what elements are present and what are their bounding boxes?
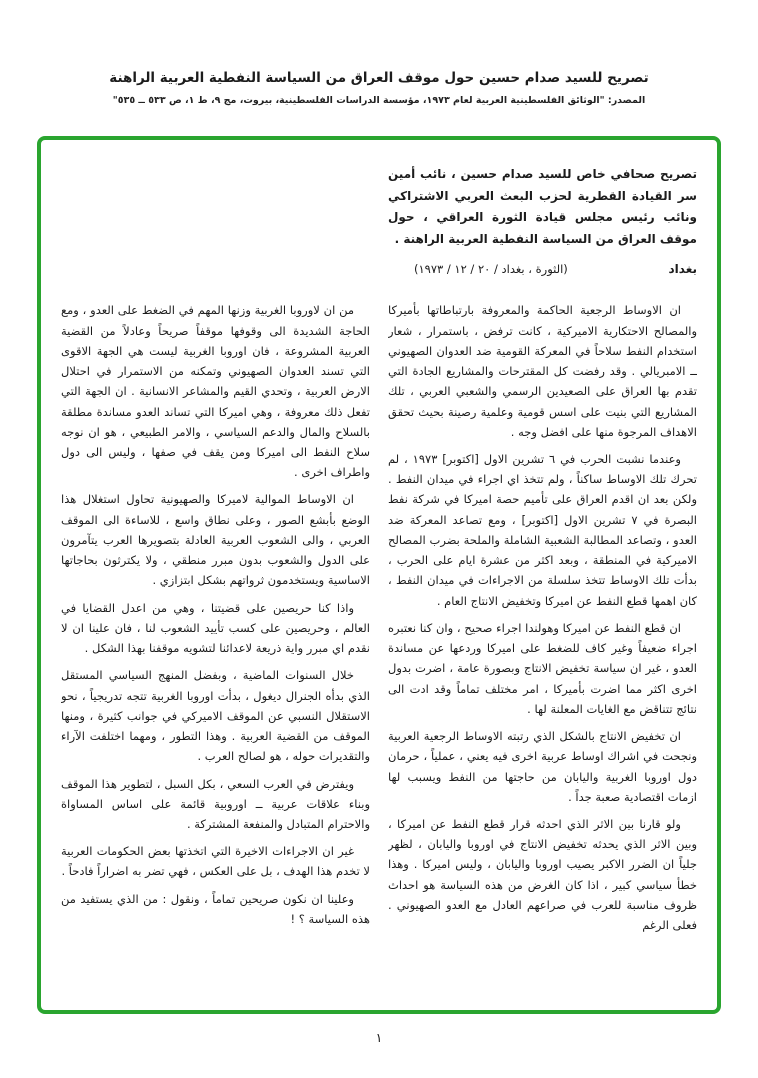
body-columns [61,300,697,942]
intro-paragraph: تصريح صحافي خاص للسيد صدام حسين ، نائب أمين سر القيادة القطرية لحزب البعث العربي الاشتراكي ونائب رئيس مجلس قيادة الثورة العراقي ، حول موقف العراق من السياسة النفطية العربية الراهنة . [388,167,697,246]
paragraph: وعندما نشبت الحرب في ٦ تشرين الاول [اكتوبر] ١٩٧٣ ، لم تحرك تلك الاوساط ساكناً ، ولم تتخذ اي اجراء في ميدان النفط . ولكن بعد ان اقدم العراق على تأميم حصة اميركا في شركة نفط البصرة في ٧ تشرين الاول [اكتوبر] ، ومع تصاعد المعركة ضد العدو ، وتصاعد المطالبة الشعبية الشاملة والملحة بضرب المصالح الاميركية في المنطقة ، وبعد اكثر من عشرة ايام على الحرب ، بدأت تلك الاوساط تتخذ سلسلة من الاجراءات في ميدان النفط ، كان اهمها قطع النفط عن اميركا وتخفيض الانتاج العام . [388,452,697,608]
intro-left-spacer [61,164,370,276]
page-header [0,0,758,106]
paragraph: ان الاوساط الرجعية الحاكمة والمعروفة بارتباطاتها بأميركا والمصالح الاحتكارية الاميركية ، كانت ترفض ، باستمرار ، شعار استخدام النفط سلاحاً في المعركة القومية ضد العدوان الصهيوني ــ الامبريالي . وقد رفضت كل المقترحات والمشاريع الجادة التي تقدم بها العراق على الصعيدين الرسمي والشعبي العربي ، تلك المشاريع التي بنيت على اسس قومية وعلمية رصينة بحيث تحقق الاهداف المرجوة منها على افضل وجه . [388,303,697,439]
column-right [388,300,697,942]
paragraph: ان الاوساط الموالية لاميركا والصهيونية تحاول استغلال هذا الوضع بأبشع الصور ، وعلى نطاق واسع ، للاساءة الى الموقف العربي ، والى الشعوب العربية العادلة بتصويرها العرب يتآمرون على الدول والشعوب بدون مبرر منطقي ، ولا يكترثون بحاجاتها الاساسية ويستخدمون ثرواتهم بشكل ابتزازي . [61,492,370,588]
intro-block [388,164,697,276]
paragraph: من ان لاوروبا الغربية وزنها المهم في الضغط على العدو ، ومع الحاجة الشديدة الى وقوفها موقفاً صريحاً وعادلاً من القضية العربية المشروعة ، فان اوروبا الغربية ليست هي الجهة الاقوى التي تسند العدوان الصهيوني وتمكنه من الاستمرار في احتلال الارض العربية ، وتحدي القيم والمشاعر الانسانية . ان الجهة التي تفعل ذلك معروفة ، وهي اميركا التي تساند العدو مساندة مطلقة بالسلاح والمال والدعم السياسي ، والامر الطبيعي ، هو ان نوجه سلاح النفط الى اميركا ومن يقف في صفها ، وليس الى دول واطراف اخرى . [61,303,370,480]
dateline-credit: (الثورة ، بغداد / ٢٠ / ١٢ / ١٩٧٣) [414,262,568,277]
intro-row [61,164,697,276]
page-number: ١ [375,1030,383,1045]
paragraph: واذا كنا حريصين على قضيتنا ، وهي من اعدل القضايا في العالم ، وحريصين على كسب تأييد الشعوب لنا ، فان علينا ان لا نقدم اي مبرر واية ذريعة لاعدائنا لتشويه موقفنا بهذا الشكل . [61,600,370,656]
paragraph: ولو قارنا بين الاثر الذي احدثه قرار قطع النفط عن اميركا ، وبين الاثر الذي يحدثه تخفيض الانتاج في اوروبا واليابان ، لظهر جلياً ان الضرر الاكبر يصيب اوروبا واليابان ، وليس اميركا . وهذا خطأ سياسي كبير ، اذا كان الغرض من هذه السياسة هو احداث ظروف مناسبة للعرب في صراعهم العادل مع العدو الصهيوني . فعلى الرغم [388,817,697,933]
paragraph: خلال السنوات الماضية ، وبفضل المنهج السياسي المستقل الذي بدأه الجنرال ديغول ، بدأت اوروبا الغربية تتجه تدريجياً ، نحو الاستقلال النسبي عن الموقف الاميركي في جوانب كثيرة ، ومنها الموقف من القضية العربية . وهذا التطور ، ومهما اختلفت الآراء والتقديرات حوله ، هو لصالح العرب . [61,668,370,764]
dateline [388,262,697,276]
page-title: تصريح للسيد صدام حسين حول موقف العراق من السياسة النفطية العربية الراهنة [109,70,649,86]
dateline-city: بغداد [668,262,697,277]
paragraph: غير ان الاجراءات الاخيرة التي اتخذتها بعض الحكومات العربية لا تخدم هذا الهدف ، بل على العكس ، فهي تضر به اضراراً فادحاً . [61,844,370,879]
paragraph: وعلينا ان نكون صريحين تماماً ، ونقول : من الذي يستفيد من هذه السياسة ؟ ! [61,891,370,926]
paragraph: ويفترض في العرب السعي ، بكل السبل ، لتطوير هذا الموقف وبناء علاقات عربية ــ اوروبية قائمة على اساس المساواة والاحترام المتبادل والمنفعة المشتركة . [61,776,370,831]
paragraph: ان تخفيض الانتاج بالشكل الذي رتبته الاوساط الرجعية العربية ونجحت في اشراك اوساط عربية اخرى فيه يعني ، عملياً ، حرمان دول اوروبا الغربية واليابان من حاجتها من النفط ويسبب لها ازمات اقتصادية صعبة جداً . [388,729,697,804]
paragraph: ان قطع النفط عن اميركا وهولندا اجراء صحيح ، وان كنا نعتبره اجراء ضعيفاً وغير كاف للضغط على اميركا وردعها عن مساندة العدو ، غير ان سياسة تخفيض الانتاج وبصورة عامة ، اضرت بدول اخرى اكثر مما اضرت بأميركا ، امر مختلف تماماً وقد ادت الى نتائج تتناقض مع الغايات المعلنة لها . [388,620,697,716]
column-left [61,300,370,942]
source-line: المصدر: "الوثائق الفلسطينية العربية لعام ١٩٧٣، مؤسسة الدراسات الفلسطينية، بيروت، مج ٩، ط ١، ص ٥٣٣ ــ ٥٣٥" [112,95,646,106]
document-frame [37,136,721,1014]
